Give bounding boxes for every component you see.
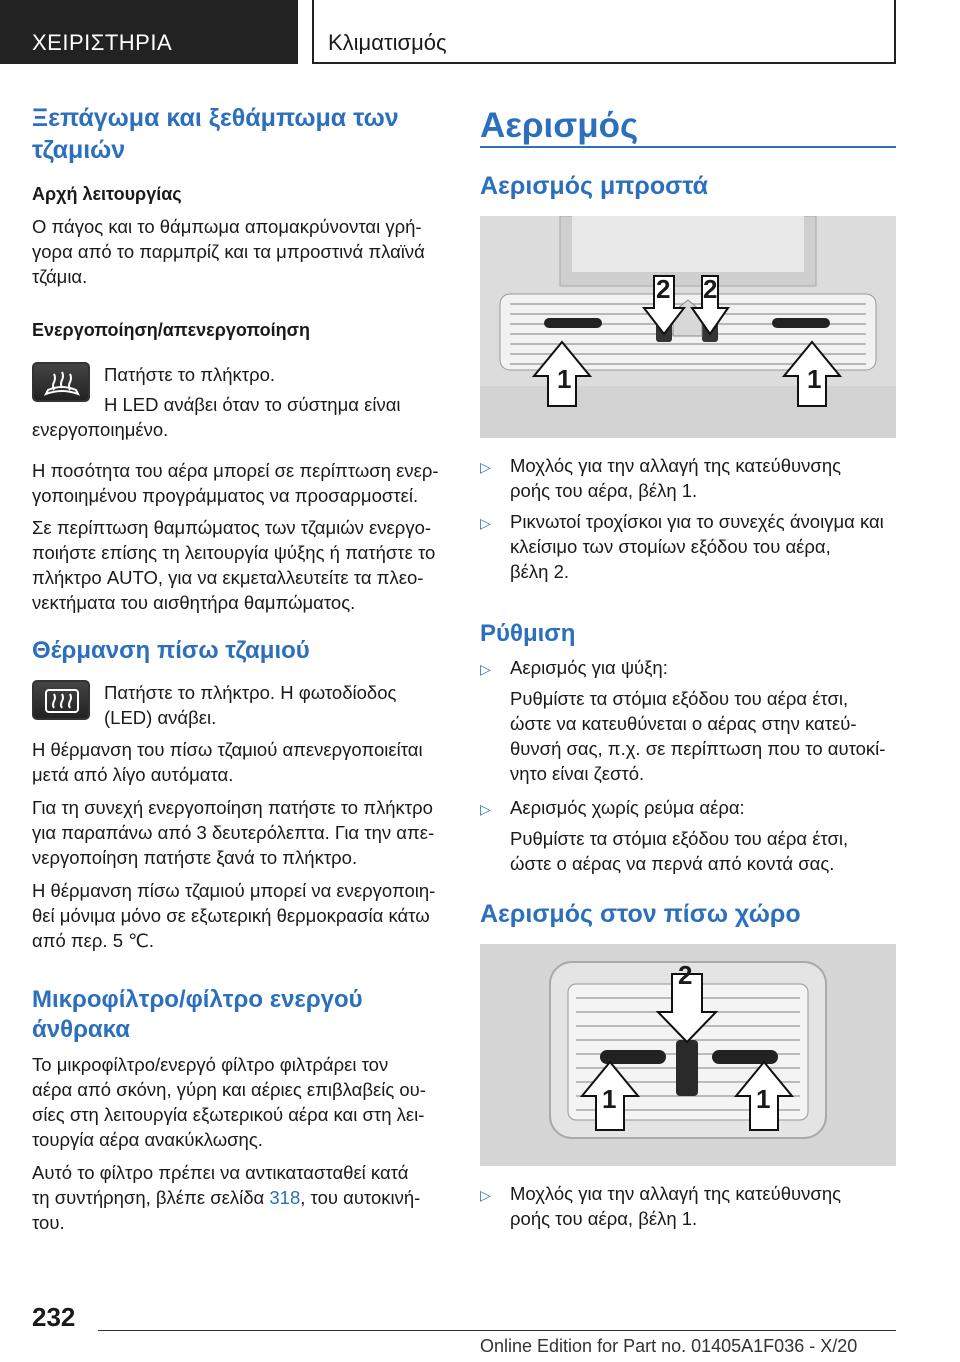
defrost-title: Ξεπάγωμα και ξεθάμπωμα των τζαμιών [32, 104, 399, 164]
rear-para3-line3: από περ. 5 ℃. [32, 930, 155, 951]
front-arrow-label-1b: 1 [807, 364, 822, 394]
edition-footer: Online Edition for Part no. 01405A1F036 - X/20 [480, 1336, 858, 1356]
rear-press-line2: (LED) ανάβει. [104, 707, 217, 728]
defrost-para2-line4: νεκτήματα του αισθητήρα θαμπώματος. [32, 592, 356, 613]
bullet-triangle: ▷ [480, 661, 491, 677]
ventilation-title: Αερισμός [480, 106, 639, 145]
rear-para3-line2: θεί μόνιμα μόνο σε εξωτερική θερμοκρασία κάτω [32, 905, 430, 926]
rear-para2-line3: νεργοποίηση πατήστε ξανά το πλήκτρο. [32, 847, 358, 868]
rear-window-heat-icon [32, 680, 90, 720]
rear-vent-title: Αερισμός στον πίσω χώρο [480, 900, 801, 928]
adjust-item1-label: Αερισμός για ψύξη: [510, 657, 668, 678]
bullet-triangle: ▷ [480, 1187, 491, 1203]
bullet-triangle: ▷ [480, 459, 491, 475]
rear-para2-line1: Για τη συνεχή ενεργοποίηση πατήστε το πλήκτρο [32, 797, 433, 818]
rear-vents-figure [480, 944, 896, 1166]
adjust-item2-line1: Ρυθμίστε τα στόμια εξόδου του αέρα έτσι, [510, 828, 849, 849]
principle-line-1: Ο πάγος και το θάμπωμα απομακρύνονται γρή- [32, 216, 422, 237]
filter-para2-line2 [32, 1185, 420, 1210]
rear-para1-line2: μετά από λίγο αυτόματα. [32, 764, 234, 785]
principle-heading: Αρχή λειτουργίας [32, 184, 182, 204]
led-line-2: ενεργοποιημένο. [32, 419, 169, 440]
filter-title-line2: άνθρακα [32, 1016, 131, 1043]
section-header: ΧΕΙΡΙΣΤΗΡΙΑ [0, 0, 298, 64]
front-arrow-label-1a: 1 [557, 364, 572, 394]
led-line-1: Η LED ανάβει όταν το σύστημα είναι [104, 394, 401, 415]
front-vent-title: Αερισμός μπροστά [480, 172, 709, 200]
onoff-heading: Ενεργοποίηση/απενεργοποίηση [32, 320, 310, 340]
front-item2-line3: βέλη 2. [510, 561, 569, 582]
rear-arrow-label-1a: 1 [602, 1084, 617, 1114]
bullet-triangle: ▷ [480, 801, 491, 817]
front-vents-figure [480, 216, 896, 438]
filter-para2-line3: του. [32, 1212, 65, 1233]
adjust-item2-label: Αερισμός χωρίς ρεύμα αέρα: [510, 797, 745, 818]
windshield-defrost-icon [32, 362, 90, 402]
adjust-item1-line3: θυνσή σας, π.χ. σε περίπτωση που το αυτοκί- [510, 738, 886, 759]
front-item1-line2: ροής του αέρα, βέλη 1. [510, 480, 698, 501]
front-item1-line1: Μοχλός για την αλλαγή της κατεύθυνσης [510, 455, 842, 476]
principle-line-3: τζάμια. [32, 266, 88, 287]
front-arrow-label-2a: 2 [656, 274, 671, 304]
filter-para1-line3: σίες στη λειτουργία εξωτερικού αέρα και στη λει- [32, 1104, 425, 1125]
rear-para3-line1: Η θέρμανση πίσω τζαμιού μπορεί να ενεργοποιη- [32, 880, 436, 901]
adjust-item1-line2: ώστε να κατευθύνεται ο αέρας στην κατεύ- [510, 713, 857, 734]
rear-arrow-label-2: 2 [678, 960, 693, 990]
title-divider [480, 146, 896, 148]
filter-para2-line1: Αυτό το φίλτρο πρέπει να αντικατασταθεί κατά [32, 1162, 409, 1183]
rear-arrow-label-1b: 1 [756, 1084, 771, 1114]
front-item2-line1: Ρικνωτοί τροχίσκοι για το συνεχές άνοιγμα και [510, 511, 884, 532]
page-number: 232 [32, 1302, 76, 1332]
adjust-item1-line1: Ρυθμίστε τα στόμια εξόδου του αέρα έτσι, [510, 688, 849, 709]
defrost-para2-line1: Σε περίπτωση θαμπώματος των τζαμιών ενεργο- [32, 517, 432, 538]
rear-item1-line2: ροής του αέρα, βέλη 1. [510, 1208, 698, 1229]
filter-title-line1: Μικροφίλτρο/φίλτρο ενεργού [32, 986, 363, 1013]
front-item2-line2: κλείσιμο των στομίων εξόδου του αέρα, [510, 536, 831, 557]
page-318-link[interactable]: 318 [269, 1187, 301, 1208]
filter-para1-line2: αέρα από σκόνη, γύρη και αέριες επιβλαβείς ου- [32, 1079, 426, 1100]
filter-para1-line1: Το μικροφίλτρο/ενεργό φίλτρο φιλτράρει τον [32, 1054, 389, 1075]
press-key-text: Πατήστε το πλήκτρο. [104, 364, 276, 385]
front-arrow-label-2b: 2 [703, 274, 718, 304]
principle-line-2: γορα από το παρμπρίζ και τα μπροστινά πλαϊνά [32, 241, 425, 262]
rear-heat-title: Θέρμανση πίσω τζαμιού [32, 637, 310, 664]
filter-para2-text-b: , του αυτοκινή- [300, 1187, 421, 1208]
defrost-para1-line2: γοποιημένου προγράμματος να προσαρμοστεί. [32, 485, 419, 506]
rear-press-line1: Πατήστε το πλήκτρο. Η φωτοδίοδος [104, 682, 397, 703]
filter-para2-text-a: τη συντήρηση, βλέπε σελίδα [32, 1187, 270, 1208]
chapter-header: Κλιματισμός [312, 0, 896, 64]
defrost-para2-line2: ποιήστε επίσης τη λειτουργία ψύξης ή πατήστε το [32, 542, 436, 563]
rear-item1-line1: Μοχλός για την αλλαγή της κατεύθυνσης [510, 1183, 842, 1204]
defrost-para1-line1: Η ποσότητα του αέρα μπορεί σε περίπτωση ενερ- [32, 460, 439, 481]
filter-para1-line4: τουργία αέρα ανακύκλωσης. [32, 1129, 263, 1150]
defrost-para2-line3: πλήκτρο AUTO, για να εκμεταλλευτείτε τα πλεο- [32, 567, 424, 588]
adjust-title: Ρύθμιση [480, 620, 576, 647]
footer-divider [98, 1330, 896, 1331]
rear-para2-line2: για παραπάνω από 3 δευτερόλεπτα. Για την απε- [32, 822, 435, 843]
adjust-item2-line2: ώστε ο αέρας να περνά από κοντά σας. [510, 853, 835, 874]
rear-para1-line1: Η θέρμανση του πίσω τζαμιού απενεργοποιείται [32, 739, 423, 760]
bullet-triangle: ▷ [480, 515, 491, 531]
adjust-item1-line4: νητο είναι ζεστό. [510, 763, 645, 784]
